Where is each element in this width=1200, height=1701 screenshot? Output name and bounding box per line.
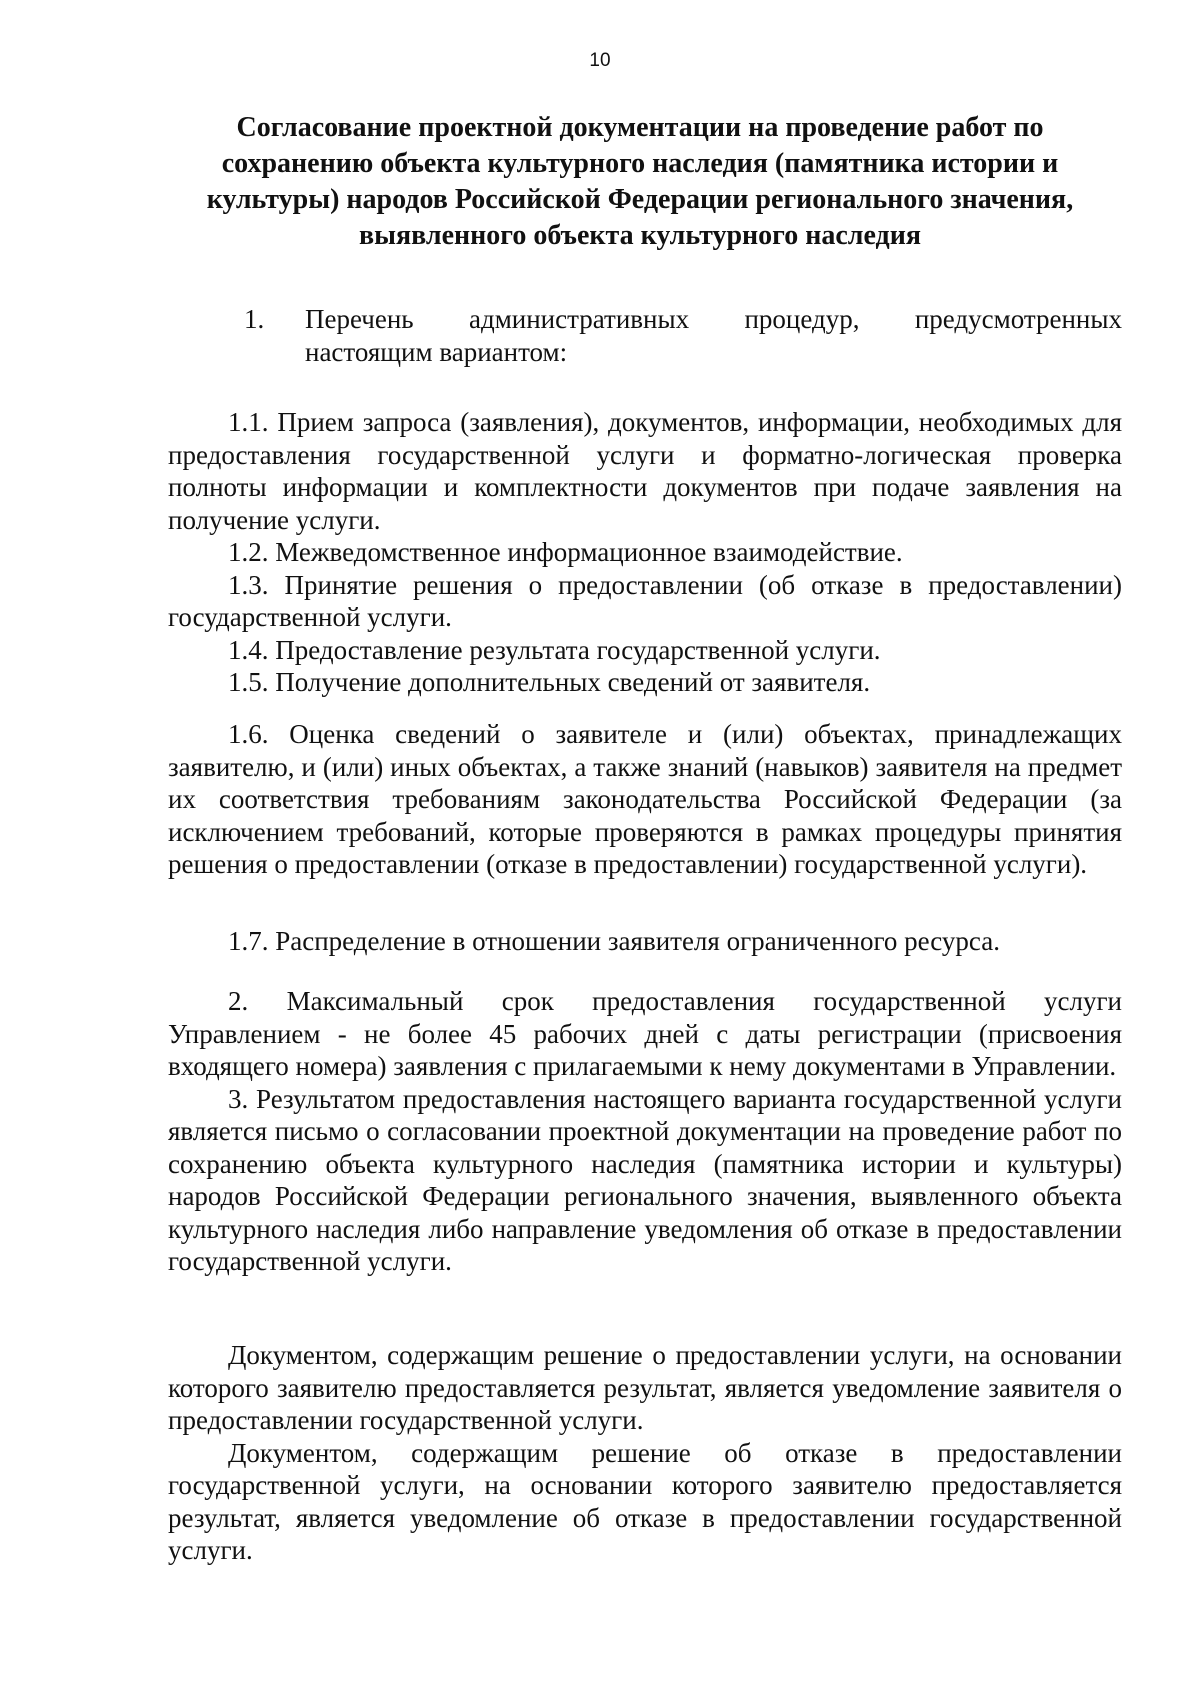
paragraph-1-5: 1.5. Получение дополнительных сведений от заявителя. [228, 667, 871, 697]
section-1-7 [168, 925, 1122, 958]
paragraph-decision-grant: Документом, содержащим решение о предоставлении услуги, на основании которого заявителю предоставляется результат, является уведомление заявителя о предоставлении государственной услуги. [168, 1340, 1122, 1435]
paragraph-decision-refusal: Документом, содержащим решение об отказе в предоставлении государственной услуги, на основании которого заявителю предоставляется результат, является уведомление об отказе в предоставлении государственной услуги. [168, 1437, 1122, 1565]
paragraph-1-6: 1.6. Оценка сведений о заявителе и (или) объектах, принадлежащих заявителю, и (или) иных объектах, а также знаний (навыков) заявителя на предмет их соответствия требованиям законодательства Российской Федерации (за исключением требований, которые проверяются в рамках процедуры принятия решения о предоставлении (отказе в предоставлении) государственной услуги). [168, 719, 1122, 879]
paragraph-1-4: 1.4. Предоставление результата государственной услуги. [228, 634, 881, 665]
title-line: сохранению объекта культурного наследия (памятника истории и [221, 148, 1059, 179]
section-1-subitems [168, 406, 1122, 699]
title-line: выявленного объекта культурного наследия [359, 220, 921, 251]
paragraph-1-7: 1.7. Распределение в отношении заявителя ограниченного ресурса. [228, 926, 1000, 956]
title-line: культуры) народов Российской Федерации регионального значения, [206, 184, 1074, 215]
paragraph-1-1: 1.1. Прием запроса (заявления), документов, информации, необходимых для предоставления государственной услуги и форматно-логическая проверка полноты информации и комплектности документов при подаче заявления на получение услуги. [168, 407, 1122, 535]
page-number: 10 [589, 50, 611, 71]
section-1-line: настоящим вариантом: [305, 337, 568, 367]
paragraph-1-3: 1.3. Принятие решения о предоставлении (об отказе в предоставлении) государственной услуги. [168, 569, 1122, 632]
paragraph-1-2: 1.2. Межведомственное информационное взаимодействие. [228, 537, 903, 567]
closing-paragraphs [168, 1339, 1122, 1567]
section-1-number: 1. [244, 304, 265, 334]
paragraph-3: 3. Результатом предоставления настоящего варианта государственной услуги является письмо о согласовании проектной документации на проведение работ по сохранению объекта культурного наследия (памятника истории и культуры) народов Российской Федерации регионального значения, выявленного объекта культурного наследия либо направление уведомления об отказе в предоставлении государственной услуги. [168, 1083, 1122, 1276]
document-title [160, 110, 1120, 254]
paragraph-2: 2. Максимальный срок предоставления государственной услуги Управлением - не более 45 рабочих дней с даты регистрации (присвоения входящего номера) заявления с прилагаемыми к нему документами в Управлении. [168, 986, 1122, 1081]
section-2-3 [168, 985, 1122, 1278]
section-1-heading [168, 303, 1122, 369]
section-1-line: Перечень административных процедур, предусмотренных [305, 304, 1122, 334]
title-line: Согласование проектной документации на проведение работ по [236, 112, 1044, 143]
section-1-6 [168, 718, 1122, 881]
section-1-text [305, 303, 1122, 369]
